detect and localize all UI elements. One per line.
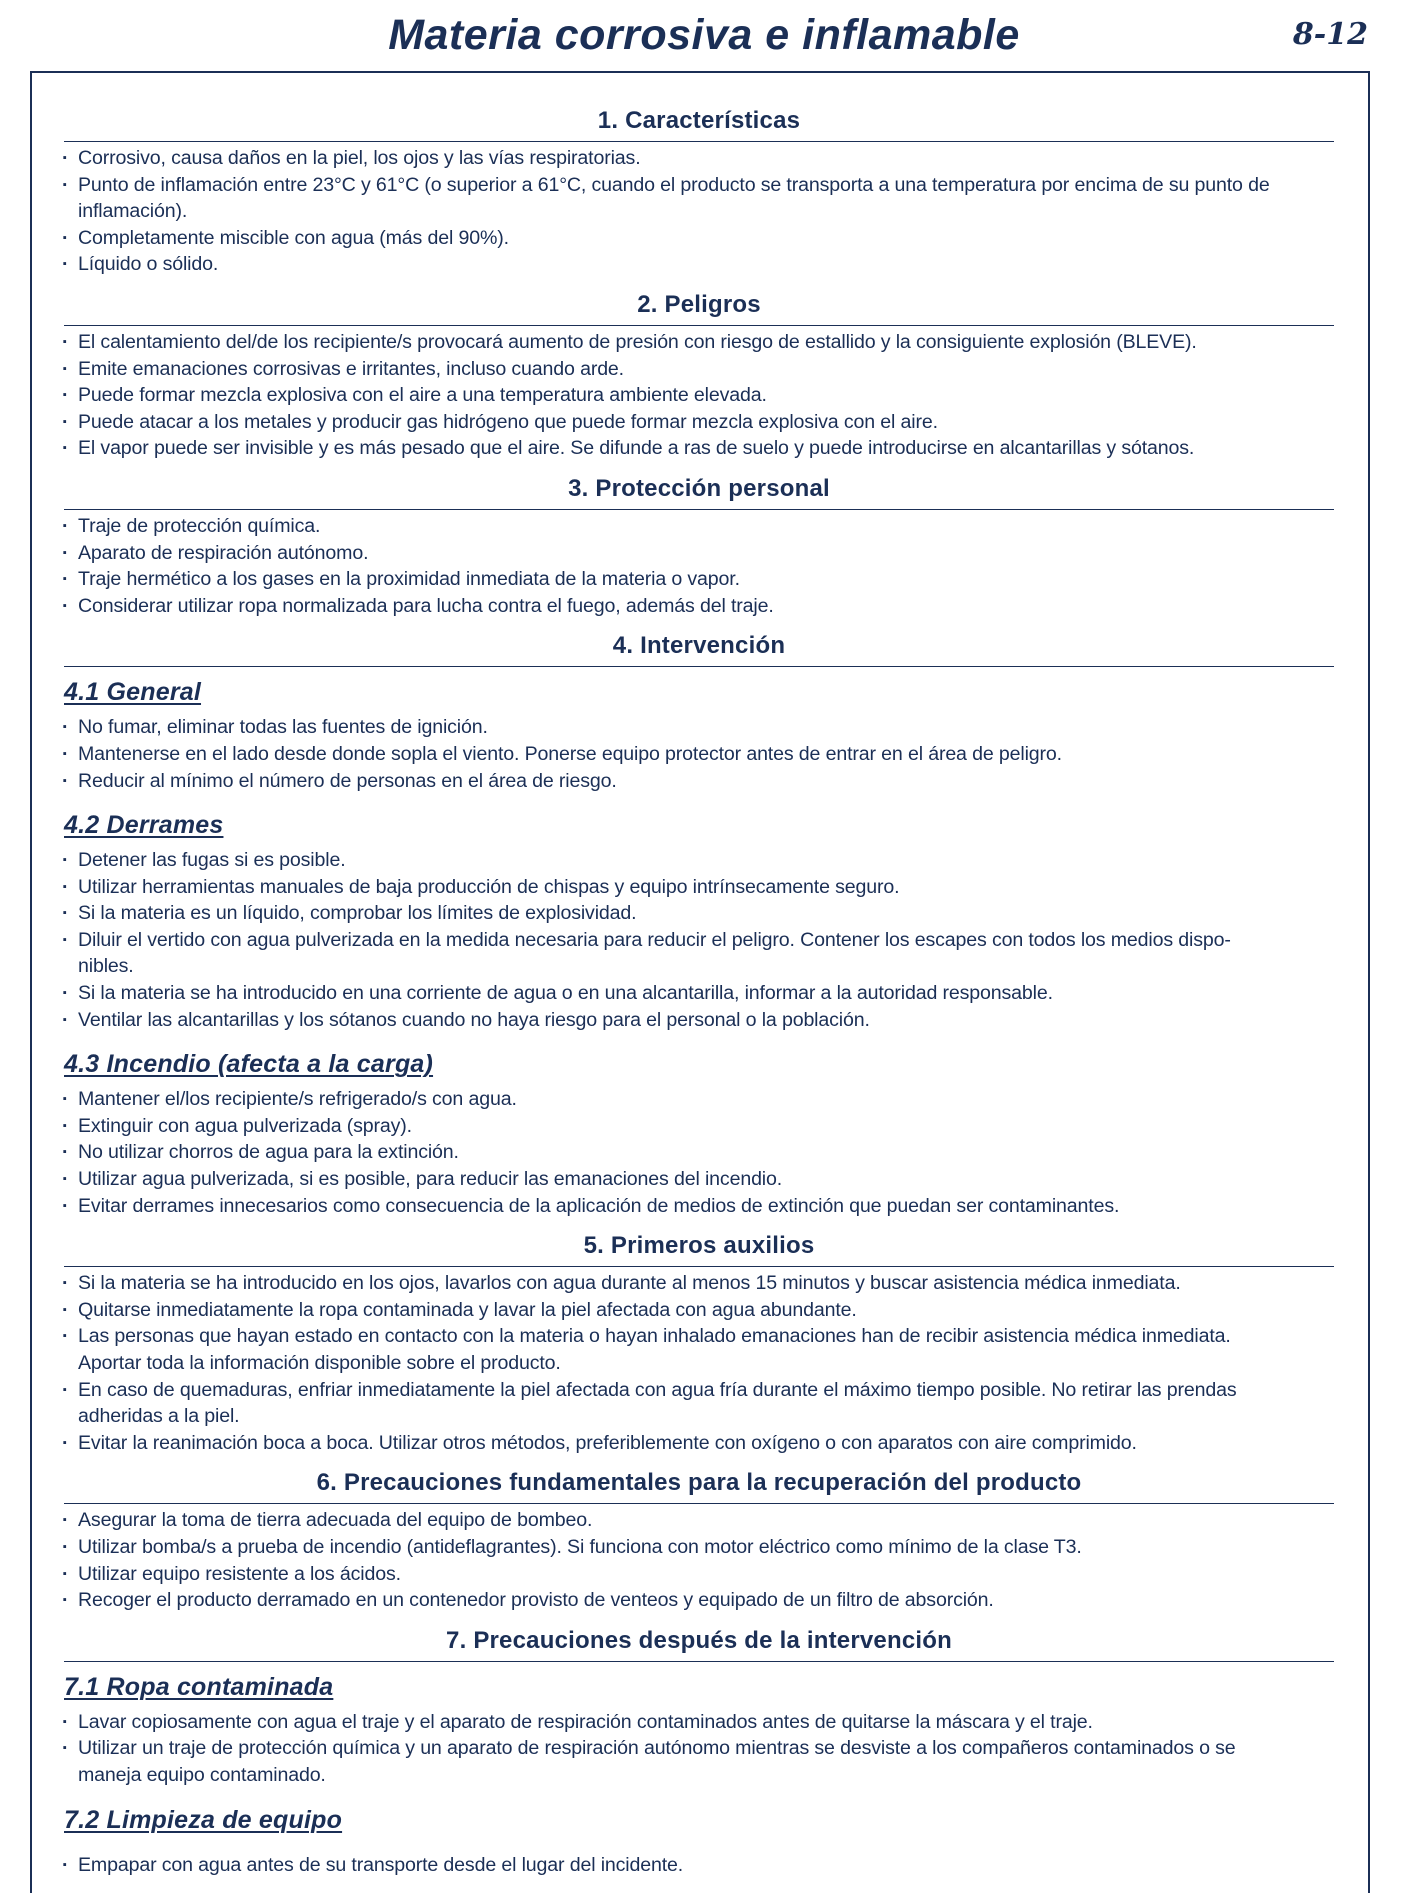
section-heading: 3. Protección personal bbox=[64, 466, 1334, 510]
list-item: · Completamente miscible con agua (más del 90%). bbox=[64, 225, 1334, 252]
list-item: · Detener las fugas si es posible. bbox=[64, 847, 1334, 874]
list-item: · Asegurar la toma de tierra adecuada del equipo de bombeo. bbox=[64, 1507, 1334, 1534]
list-item: · Mantener el/los recipiente/s refrigerado/s con agua. bbox=[64, 1086, 1334, 1113]
section-7 bbox=[64, 1618, 1334, 1882]
list-item: · El vapor puede ser invisible y es más pesado que el aire. Se difunde a ras de suelo y puede introducirse en alcantarillas y sótanos. bbox=[64, 435, 1334, 462]
section-heading: 4. Intervención bbox=[64, 623, 1334, 667]
section-2 bbox=[64, 282, 1334, 466]
list-item: · Traje de protección química. bbox=[64, 513, 1334, 540]
list-item: · Utilizar un traje de protección química y un aparato de respiración autónomo mientras se desviste a los compañeros contaminados o se maneja equipo contaminado. bbox=[64, 1735, 1334, 1788]
list-item: · No utilizar chorros de agua para la extinción. bbox=[64, 1139, 1334, 1166]
subsection-heading: 4.2 Derrames bbox=[64, 811, 224, 840]
list-item: · Lavar copiosamente con agua el traje y el aparato de respiración contaminados antes de quitarse la máscara y el traje. bbox=[64, 1709, 1334, 1736]
list-item: · Traje hermético a los gases en la proximidad inmediata de la materia o vapor. bbox=[64, 566, 1334, 593]
list-item: · Utilizar equipo resistente a los ácidos. bbox=[64, 1561, 1334, 1588]
list-item: · Utilizar herramientas manuales de baja producción de chispas y equipo intrínsecamente seguro. bbox=[64, 874, 1334, 901]
list-item: · Utilizar bomba/s a prueba de incendio (antideflagrantes). Si funciona con motor eléctrico como mínimo de la clase T3. bbox=[64, 1534, 1334, 1561]
document-body bbox=[64, 100, 1334, 1882]
bullet-list bbox=[64, 1706, 1334, 1793]
list-item: · Considerar utilizar ropa normalizada para lucha contra el fuego, además del traje. bbox=[64, 593, 1334, 620]
section-1 bbox=[64, 100, 1334, 282]
list-item: · Extinguir con agua pulverizada (spray). bbox=[64, 1113, 1334, 1140]
page-title: Materia corrosiva e inflamable bbox=[388, 11, 1020, 59]
list-item: · Diluir el vertido con agua pulverizada en la medida necesaria para reducir el peligro. Contener los escapes con todos los medios dispo- nibles. bbox=[64, 927, 1334, 980]
bullet-list bbox=[64, 1267, 1334, 1460]
section-3 bbox=[64, 466, 1334, 623]
bullet-list bbox=[64, 142, 1334, 282]
list-item: · Aparato de respiración autónomo. bbox=[64, 540, 1334, 567]
page-number: 8-12 bbox=[1292, 17, 1368, 52]
list-item: · Corrosivo, causa daños en la piel, los ojos y las vías respiratorias. bbox=[64, 145, 1334, 172]
subsection-heading: 7.2 Limpieza de equipo bbox=[64, 1805, 343, 1834]
list-item: · Punto de inflamación entre 23°C y 61°C (o superior a 61°C, cuando el producto se transporta a una temperatura por encima de su punto de inflamación). bbox=[64, 172, 1334, 225]
section-heading: 2. Peligros bbox=[64, 282, 1334, 326]
list-item: · Utilizar agua pulverizada, si es posible, para reducir las emanaciones del incendio. bbox=[64, 1166, 1334, 1193]
list-item: · Reducir al mínimo el número de personas en el área de riesgo. bbox=[64, 768, 1334, 795]
bullet-list bbox=[64, 1083, 1334, 1223]
section-4 bbox=[64, 623, 1334, 1223]
section-heading: 7. Precauciones después de la intervención bbox=[64, 1618, 1334, 1662]
list-item: · Líquido o sólido. bbox=[64, 251, 1334, 278]
list-item: · Evitar derrames innecesarios como consecuencia de la aplicación de medios de extinción que puedan ser contaminantes. bbox=[64, 1193, 1334, 1220]
section-heading: 1. Características bbox=[64, 100, 1334, 142]
list-item: · Evitar la reanimación boca a boca. Utilizar otros métodos, preferiblemente con oxígeno o con aparatos con aire comprimido. bbox=[64, 1430, 1334, 1457]
bullet-list bbox=[64, 844, 1334, 1037]
bullet-list bbox=[64, 510, 1334, 623]
subsection-heading: 4.3 Incendio (afecta a la carga) bbox=[64, 1050, 434, 1079]
bullet-list bbox=[64, 711, 1334, 798]
list-item: · Quitarse inmediatamente la ropa contaminada y lavar la piel afectada con agua abundante. bbox=[64, 1297, 1334, 1324]
list-item: · Las personas que hayan estado en contacto con la materia o hayan inhalado emanaciones han de recibir asistencia médica inmediata. Aportar toda la información disponible sobre el producto. bbox=[64, 1323, 1334, 1376]
list-item: · Ventilar las alcantarillas y los sótanos cuando no haya riesgo para el personal o la población. bbox=[64, 1007, 1334, 1034]
section-heading: 6. Precauciones fundamentales para la recuperación del producto bbox=[64, 1460, 1334, 1504]
section-6 bbox=[64, 1460, 1334, 1617]
list-item: · Emite emanaciones corrosivas e irritantes, incluso cuando arde. bbox=[64, 356, 1334, 383]
list-item: · Recoger el producto derramado en un contenedor provisto de venteos y equipado de un filtro de absorción. bbox=[64, 1587, 1334, 1614]
list-item: · Si la materia es un líquido, comprobar los límites de explosividad. bbox=[64, 900, 1334, 927]
list-item: · Puede formar mezcla explosiva con el aire a una temperatura ambiente elevada. bbox=[64, 382, 1334, 409]
list-item: · Mantenerse en el lado desde donde sopla el viento. Ponerse equipo protector antes de entrar en el área de peligro. bbox=[64, 741, 1334, 768]
list-item: · Empapar con agua antes de su transporte desde el lugar del incidente. bbox=[64, 1852, 1334, 1879]
bullet-list bbox=[64, 1504, 1334, 1617]
subsection-heading: 4.1 General bbox=[64, 678, 202, 707]
list-item: · Puede atacar a los metales y producir gas hidrógeno que puede formar mezcla explosiva con el aire. bbox=[64, 409, 1334, 436]
subsection-heading: 7.1 Ropa contaminada bbox=[64, 1672, 334, 1701]
list-item: · No fumar, eliminar todas las fuentes de ignición. bbox=[64, 714, 1334, 741]
section-heading: 5. Primeros auxilios bbox=[64, 1223, 1334, 1267]
list-item: · Si la materia se ha introducido en los ojos, lavarlos con agua durante al menos 15 minutos y buscar asistencia médica inmediata. bbox=[64, 1270, 1334, 1297]
list-item: · Si la materia se ha introducido en una corriente de agua o en una alcantarilla, informar a la autoridad responsable. bbox=[64, 980, 1334, 1007]
section-5 bbox=[64, 1223, 1334, 1460]
bullet-list bbox=[64, 1849, 1334, 1883]
list-item: · El calentamiento del/de los recipiente/s provocará aumento de presión con riesgo de estallido y la consiguiente explosión (BLEVE). bbox=[64, 329, 1334, 356]
list-item: · En caso de quemaduras, enfriar inmediatamente la piel afectada con agua fría durante el máximo tiempo posible. No retirar las prendas adheridas a la piel. bbox=[64, 1377, 1334, 1430]
bullet-list bbox=[64, 326, 1334, 466]
